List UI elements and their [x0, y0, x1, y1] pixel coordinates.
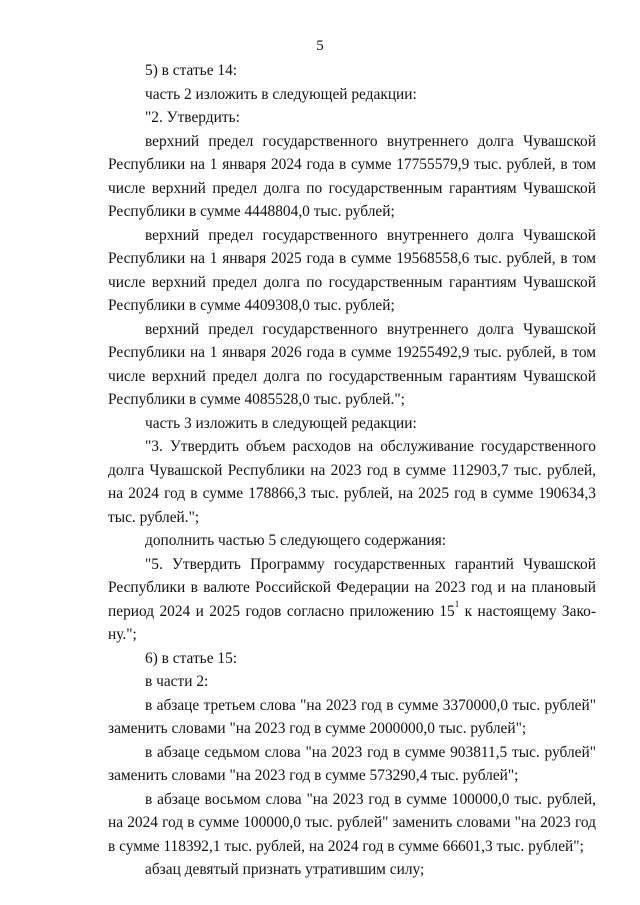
- paragraph-part-2: в части 2:: [145, 673, 209, 690]
- paragraph-debt-service: "3. Утвердить объем расходов на обслуживание государственного долга Чувашской Республики на 2023 год в сумме 112903,7 тыс. рублей, на 2024 год в сумме 178866,3 тыс. рублей, на 2025 год в сумме 190634,3 тыс. рублей.";: [108, 438, 596, 526]
- document-body: [108, 59, 596, 882]
- paragraph-seventh-abzac: в абзаце седьмом слова "на 2023 год в сумме 903811,5 тыс. рублей" заменить словами "на 2023 год в сумме 573290,4 тыс. рублей";: [108, 743, 596, 784]
- paragraph-part-5-intro: дополнить частью 5 следующего содержания:: [145, 532, 447, 549]
- guarantee-program-text: "5. Утвердить Программу государственных гарантий Чувашской Республики в валюте Российской Федерации на 2023 год и на плановый период 2024 и 2025 годов согласно приложению 15: [108, 555, 596, 620]
- guarantee-program-text-end: к настоящему Закону.";: [108, 602, 596, 643]
- paragraph-eighth-abzac: в абзаце восьмом слова "на 2023 год в сумме 100000,0 тыс. рублей, на 2024 год в сумме 100000,0 тыс. рублей" заменить словами "на 2023 год в сумме 118392,1 тыс. рублей, на 2024 год в сумме 66601,3 тыс. рублей";: [108, 790, 596, 855]
- paragraph-debt-2026: верхний предел государственного внутреннего долга Чувашской Республики на 1 января 2026 года в сумме 19255492,9 тыс. рублей, в том числе верхний предел долга по государственным гарантиям Чувашской Республики в сумме 4085528,0 тыс. рублей.";: [108, 320, 596, 408]
- paragraph-debt-2025: верхний предел государственного внутреннего долга Чувашской Республики на 1 января 2025 года в сумме 19568558,6 тыс. рублей, в том числе верхний предел долга по государственным гарантиям Чувашской Республики в сумме 4409308,0 тыс. рублей;: [108, 226, 596, 314]
- paragraph-article-15: 6) в статье 15:: [145, 649, 238, 667]
- appendix-superscript: 1: [454, 599, 460, 610]
- paragraph-guarantee-program: [108, 553, 596, 647]
- paragraph-approve: "2. Утвердить:: [145, 109, 240, 126]
- page-number: 5: [316, 38, 324, 54]
- paragraph-debt-2024: верхний предел государственного внутреннего долга Чувашской Республики на 1 января 2024 года в сумме 17755579,9 тыс. рублей, в том числе верхний предел долга по государственным гарантиям Чувашской Республики в сумме 4448804,0 тыс. рублей;: [108, 132, 596, 220]
- paragraph-article-14: 5) в статье 14:: [145, 62, 238, 79]
- paragraph-part-3-intro: часть 3 изложить в следующей редакции:: [145, 414, 417, 432]
- paragraph-ninth-abzac: абзац девятый признать утратившим силу;: [145, 861, 425, 878]
- paragraph-third-abzac: в абзаце третьем слова "на 2023 год в сумме 3370000,0 тыс. рублей" заменить словами "на 2023 год в сумме 2000000,0 тыс. рублей";: [108, 696, 596, 737]
- paragraph-part-2-intro: часть 2 изложить в следующей редакции:: [145, 85, 417, 103]
